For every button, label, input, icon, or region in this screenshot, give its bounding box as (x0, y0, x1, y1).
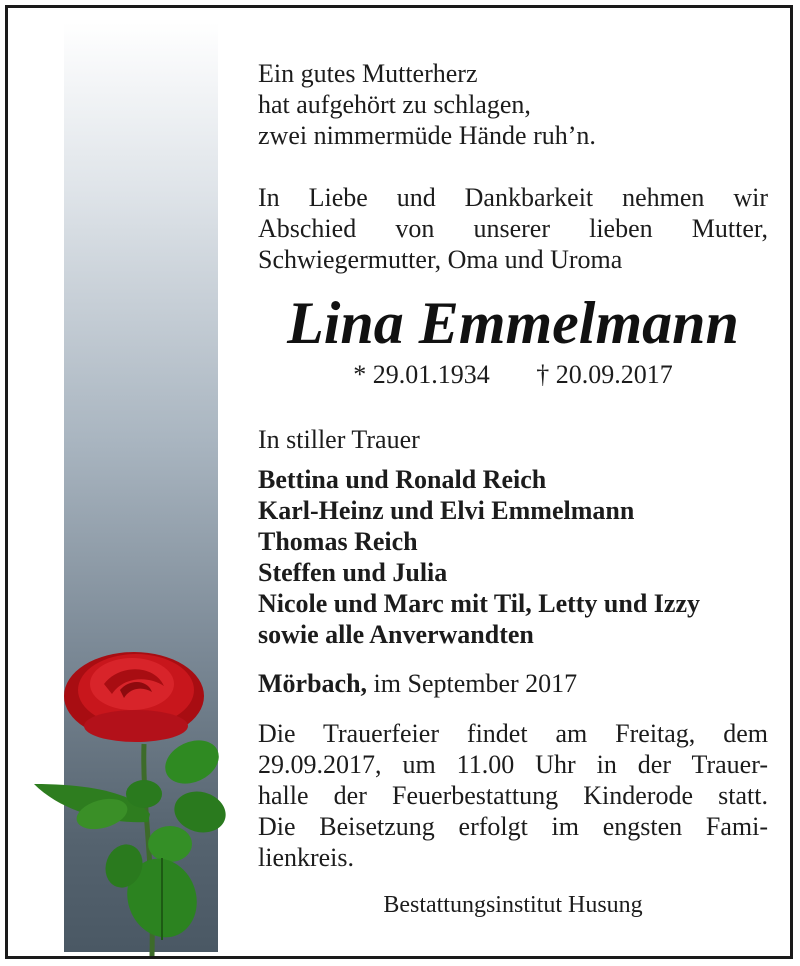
birth-date: * 29.01.1934 (353, 360, 490, 389)
intro-line: Abschied von unserer lieben Mutter, (258, 214, 768, 243)
obituary-frame (5, 5, 793, 959)
poem-line: zwei nimmermüde Hände ruh’n. (258, 121, 596, 150)
mourner: sowie alle Anverwandten (258, 620, 534, 649)
death-date: † 20.09.2017 (536, 360, 673, 389)
service-line: Die Beisetzung erfolgt im engsten Fami- (258, 812, 768, 841)
intro-paragraph (258, 182, 768, 275)
rose-icon (24, 644, 234, 956)
service-line: halle der Feuerbestattung Kinderode statt. (258, 781, 768, 810)
poem (258, 58, 768, 151)
mourners-list (258, 464, 768, 650)
mourning-line: In stiller Trauer (258, 425, 420, 454)
funeral-home: Bestattungsinstitut Husung (383, 892, 643, 918)
intro-line: Schwiegermutter, Oma und Uroma (258, 245, 623, 274)
place-date (258, 668, 768, 699)
deceased-name: Lina Emmelmann (287, 290, 739, 356)
service-line: lienkreis. (258, 843, 355, 872)
service-line: Die Trauerfeier findet am Freitag, dem (258, 719, 768, 748)
service-line: 29.09.2017, um 11.00 Uhr in der Trauer- (258, 750, 768, 779)
mourner: Bettina und Ronald Reich (258, 465, 547, 494)
month-year: im September 2017 (367, 669, 578, 698)
life-dates (238, 360, 788, 390)
mourner: Karl-Heinz und Elvi Emmelmann (258, 496, 635, 525)
mourner: Nicole und Marc mit Til, Letty und Izzy (258, 589, 700, 618)
intro-line: In Liebe und Dankbarkeit nehmen wir (258, 183, 768, 212)
service-notice (258, 718, 768, 873)
mourner: Steffen und Julia (258, 558, 448, 587)
town: Mörbach, (258, 669, 368, 698)
mourner: Thomas Reich (258, 527, 418, 556)
poem-line: hat aufgehört zu schlagen, (258, 90, 531, 119)
poem-line: Ein gutes Mutterherz (258, 59, 478, 88)
